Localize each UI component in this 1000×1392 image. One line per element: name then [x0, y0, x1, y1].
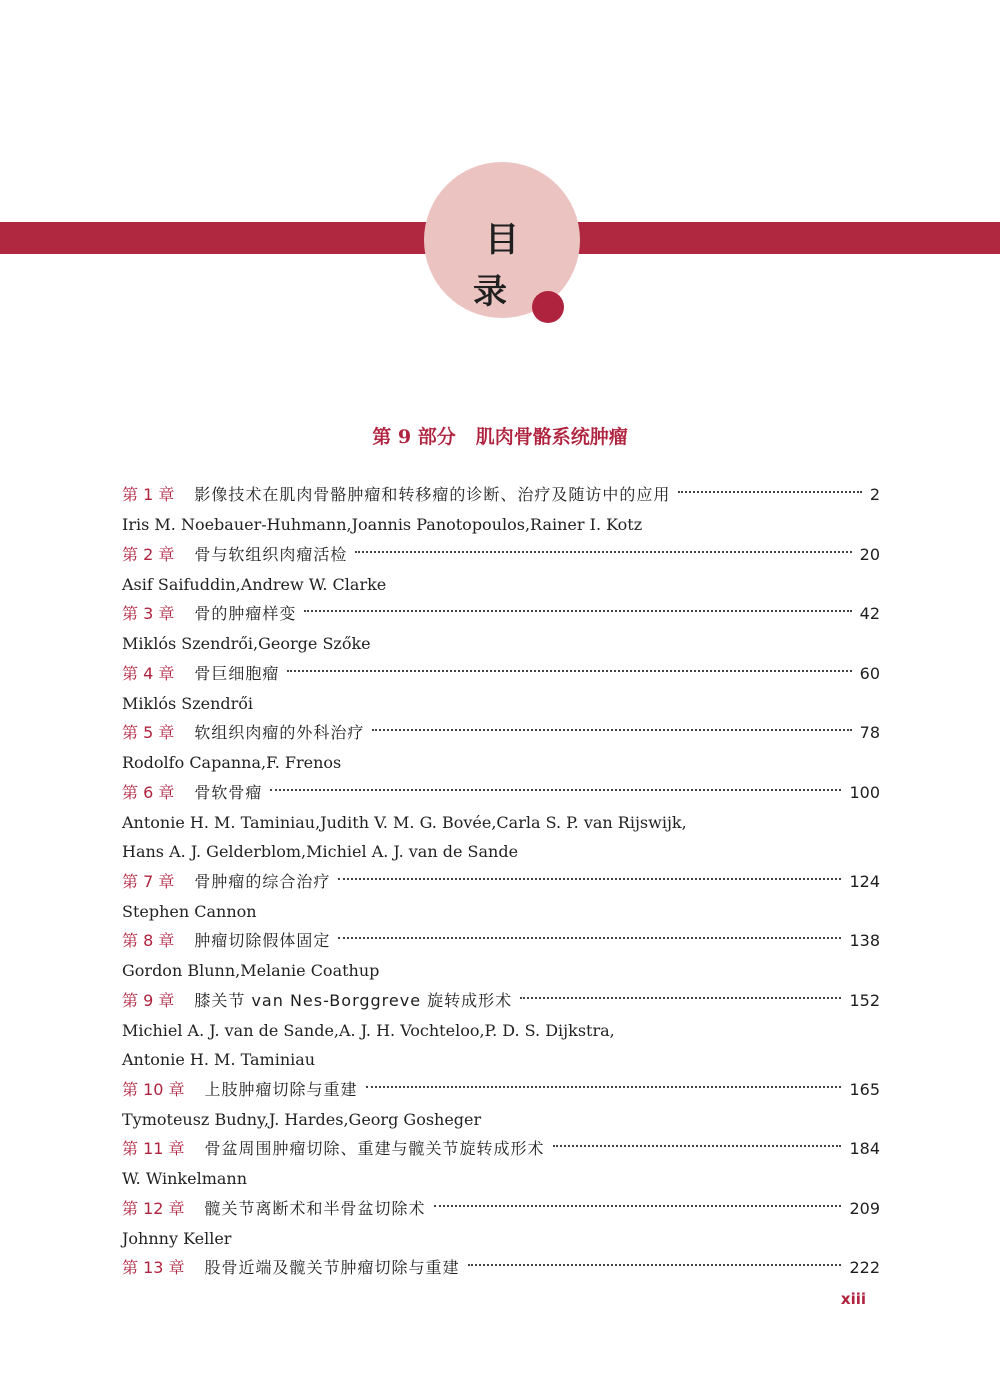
toc-entry[interactable]	[122, 718, 880, 778]
chapter-page: 138	[849, 931, 880, 950]
chapter-title: 骨盆周围肿瘤切除、重建与髋关节旋转成形术	[204, 1139, 545, 1158]
chapter-title: 影像技术在肌肉骨骼肿瘤和转移瘤的诊断、治疗及随访中的应用	[194, 485, 671, 504]
part-label: 第 9 部分	[372, 426, 456, 448]
chapter-authors: Stephen Cannon	[122, 901, 257, 921]
page-title: 目 录	[473, 220, 543, 312]
chapter-title: 膝关节 van Nes-Borggreve 旋转成形术	[194, 990, 513, 1010]
chapter-authors: Gordon Blunn,Melanie Coathup	[122, 961, 380, 980]
dot-leader	[355, 551, 851, 553]
chapter-authors: Antonie H. M. Taminiau	[122, 1050, 316, 1069]
chapter-row[interactable]	[122, 926, 880, 956]
chapter-authors: Iris M. Noebauer-Huhmann,Joannis Panotopoulos,Rainer I. Kotz	[122, 515, 643, 534]
chapter-authors: Johnny Keller	[122, 1228, 232, 1248]
chapter-row[interactable]	[122, 1253, 880, 1283]
chapter-title: 骨肿瘤的综合治疗	[194, 871, 331, 891]
chapter-authors: W. Winkelmann	[122, 1169, 248, 1188]
chapter-authors: Rodolfo Capanna,F. Frenos	[122, 753, 342, 772]
dot-leader	[338, 937, 841, 939]
chapter-row[interactable]	[122, 986, 880, 1016]
dot-leader	[553, 1145, 842, 1147]
chapter-number: 第 4 章	[122, 663, 175, 683]
chapter-row[interactable]	[122, 480, 880, 510]
toc-entry[interactable]	[122, 540, 880, 600]
chapter-authors: Miklós Szendrői,George Szőke	[122, 634, 371, 653]
chapter-title: 骨巨细胞瘤	[194, 663, 280, 683]
part-heading	[0, 422, 1000, 449]
chapter-number: 第 2 章	[122, 544, 175, 564]
chapter-title: 肿瘤切除假体固定	[194, 931, 331, 950]
chapter-number: 第 13 章	[122, 1258, 185, 1277]
dot-leader	[338, 878, 841, 880]
chapter-page: 124	[849, 871, 880, 891]
chapter-page: 60	[859, 663, 880, 683]
chapter-number: 第 3 章	[122, 604, 175, 623]
chapter-page: 20	[859, 544, 880, 564]
chapter-authors: Antonie H. M. Taminiau,Judith V. M. G. Bovée,Carla S. P. van Rijswijk,	[122, 812, 687, 832]
chapter-page: 2	[869, 485, 880, 504]
chapter-title: 髋关节离断术和半骨盆切除术	[204, 1198, 426, 1218]
chapter-row[interactable]	[122, 867, 880, 897]
chapter-title: 骨与软组织肉瘤活检	[194, 544, 348, 564]
toc-entry[interactable]	[122, 986, 880, 1075]
chapter-title: 股骨近端及髋关节肿瘤切除与重建	[204, 1258, 460, 1277]
toc-entry[interactable]	[122, 1075, 880, 1135]
toc-entry[interactable]	[122, 778, 880, 867]
toc-entry[interactable]	[122, 867, 880, 927]
part-name: 肌肉骨骼系统肿瘤	[475, 426, 628, 448]
dot-leader	[468, 1264, 842, 1266]
chapter-page: 42	[859, 604, 880, 623]
toc-entry[interactable]	[122, 1134, 880, 1194]
chapter-row[interactable]	[122, 1194, 880, 1224]
chapter-authors: Asif Saifuddin,Andrew W. Clarke	[122, 574, 387, 594]
toc-entry[interactable]	[122, 1194, 880, 1254]
chapter-number: 第 6 章	[122, 782, 175, 802]
dot-leader	[520, 997, 841, 999]
chapter-number: 第 8 章	[122, 931, 175, 950]
chapter-authors: Tymoteusz Budny,J. Hardes,Georg Gosheger	[122, 1109, 482, 1129]
dot-leader	[678, 491, 861, 493]
toc-entry[interactable]	[122, 1253, 880, 1283]
chapter-page: 100	[849, 782, 880, 802]
chapter-number: 第 5 章	[122, 723, 175, 742]
chapter-title: 上肢肿瘤切除与重建	[204, 1079, 358, 1099]
chapter-title: 骨的肿瘤样变	[194, 604, 297, 623]
dot-leader	[372, 729, 851, 731]
chapter-authors: Hans A. J. Gelderblom,Michiel A. J. van de Sande	[122, 842, 519, 861]
dot-leader	[287, 670, 851, 672]
chapter-row[interactable]	[122, 1075, 880, 1105]
dot-leader	[270, 789, 841, 791]
chapter-number: 第 7 章	[122, 871, 175, 891]
chapter-number: 第 1 章	[122, 485, 175, 504]
chapter-row[interactable]	[122, 659, 880, 689]
chapter-number: 第 9 章	[122, 990, 175, 1010]
chapter-page: 78	[859, 723, 880, 742]
chapter-row[interactable]	[122, 718, 880, 748]
toc-entry[interactable]	[122, 926, 880, 986]
toc-entry[interactable]	[122, 480, 880, 540]
chapter-number: 第 10 章	[122, 1079, 185, 1099]
chapter-authors: Michiel A. J. van de Sande,A. J. H. Vochteloo,P. D. S. Dijkstra,	[122, 1020, 615, 1040]
chapter-page: 165	[849, 1079, 880, 1099]
chapter-row[interactable]	[122, 778, 880, 808]
accent-dot	[532, 291, 564, 323]
chapter-authors: Miklós Szendrői	[122, 693, 254, 713]
dot-leader	[366, 1086, 842, 1088]
chapter-row[interactable]	[122, 540, 880, 570]
chapter-title: 骨软骨瘤	[194, 782, 263, 802]
chapter-row[interactable]	[122, 1134, 880, 1164]
dot-leader	[304, 610, 851, 612]
chapter-page: 222	[849, 1258, 880, 1277]
chapter-page: 152	[849, 990, 880, 1010]
page-number: xiii	[840, 1290, 866, 1308]
chapter-page: 209	[849, 1198, 880, 1218]
chapter-title: 软组织肉瘤的外科治疗	[194, 723, 365, 742]
table-of-contents	[122, 480, 880, 1283]
chapter-number: 第 11 章	[122, 1139, 185, 1158]
chapter-row[interactable]	[122, 599, 880, 629]
dot-leader	[434, 1205, 842, 1207]
chapter-page: 184	[849, 1139, 880, 1158]
toc-entry[interactable]	[122, 659, 880, 719]
toc-entry[interactable]	[122, 599, 880, 659]
chapter-number: 第 12 章	[122, 1198, 185, 1218]
